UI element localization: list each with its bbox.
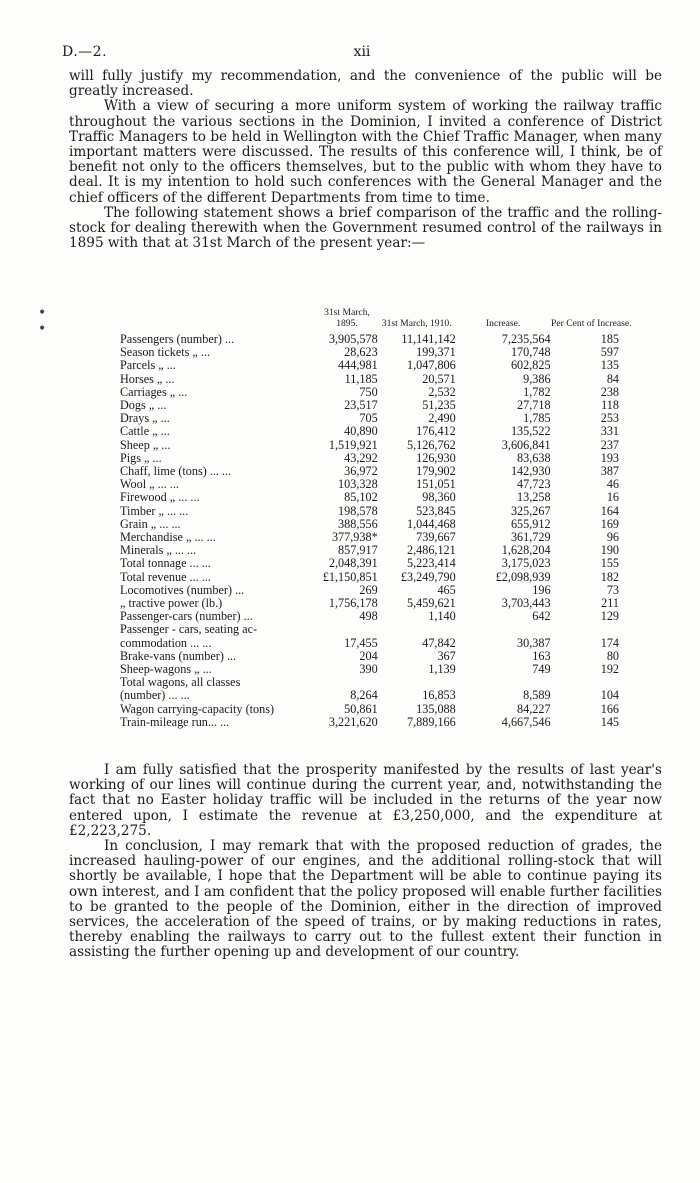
- value-1910: 2,486,121: [406, 543, 456, 558]
- value-increase: 749: [532, 662, 551, 677]
- value-1910: 1,044,468: [406, 516, 456, 531]
- value-1895: 498: [359, 609, 378, 624]
- value-increase: 13,258: [517, 490, 551, 505]
- value-increase: 163: [532, 648, 551, 663]
- value-increase: 1,782: [523, 384, 551, 399]
- label-header: [120, 308, 316, 333]
- value-1910: 179,902: [416, 464, 456, 479]
- row-label: Brake-vans (number) ...: [120, 649, 237, 663]
- row-label: Passenger - cars, seating ac-: [120, 623, 258, 637]
- value-increase: 325,267: [510, 503, 551, 518]
- value-percent: 211: [601, 596, 619, 611]
- paragraph: In conclusion, I may remark that with the proposed reduction of grades, the increased hauling-power of our engines, and the additional rolling-stock that will shortly be available, I hope that the Department will be able to continue paying its own interest, and I am confident that the policy proposed will enable further facilities to be granted to the people of the Dominion, either in the direction of improved services, the acceleration of the speed of trains, or by making reductions in rates, thereby enabling the railways to carry out to the fullest extent their function in assisting the further opening up and development of our country.: [69, 838, 662, 961]
- value-increase: 84,227: [517, 701, 551, 716]
- value-1895: 857,917: [338, 543, 378, 558]
- value-percent: 174: [600, 635, 619, 650]
- value-percent: 169: [600, 516, 619, 531]
- table-row: [120, 491, 632, 504]
- row-label: Total tonnage ... ...: [120, 557, 211, 571]
- value-increase: 27,718: [517, 398, 551, 413]
- value-percent: 331: [600, 424, 619, 439]
- value-1895: 444,981: [338, 358, 378, 373]
- value-1895: 85,102: [344, 490, 378, 505]
- value-increase: 361,729: [510, 530, 551, 545]
- value-1910: 98,360: [422, 490, 456, 505]
- row-label: Minerals „ ... ...: [120, 544, 197, 558]
- row-label: Dogs „ ...: [120, 399, 167, 413]
- value-1895: 103,328: [338, 477, 378, 492]
- value-1895: 2,048,391: [328, 556, 378, 571]
- value-increase: 602,825: [510, 358, 551, 373]
- row-label: Cattle „ ...: [120, 425, 170, 439]
- value-1910: 1,139: [428, 662, 456, 677]
- value-1910: 47,842: [422, 635, 456, 650]
- table-row: [120, 610, 632, 623]
- value-percent: 73: [606, 582, 619, 597]
- row-label: Parcels „ ...: [120, 359, 176, 373]
- table-row: [120, 557, 632, 570]
- value-1910: £3,249,790: [400, 569, 456, 584]
- value-1910: 523,845: [416, 503, 456, 518]
- value-1910: 135,088: [416, 701, 456, 716]
- table-row: [120, 571, 632, 584]
- table-row: [120, 716, 632, 729]
- value-1910: [378, 623, 456, 636]
- column-header: Increase.: [485, 317, 521, 329]
- value-percent: [551, 623, 632, 636]
- value-1910: 5,459,621: [406, 596, 456, 611]
- table-row: [120, 439, 632, 452]
- value-1895: 269: [359, 582, 378, 597]
- row-label: Merchandise „ ... ...: [120, 531, 216, 545]
- value-1895: 388,556: [338, 516, 378, 531]
- value-increase: 170,748: [510, 345, 551, 360]
- value-1895: 1,756,178: [328, 596, 378, 611]
- value-percent: 118: [601, 398, 619, 413]
- value-percent: 96: [606, 530, 619, 545]
- comparison-table: [120, 308, 632, 729]
- value-increase: 9,386: [523, 371, 551, 386]
- value-1910: 126,930: [416, 450, 456, 465]
- value-percent: 135: [600, 358, 619, 373]
- value-1895: 198,578: [338, 503, 378, 518]
- row-label: Pigs „ ...: [120, 451, 162, 465]
- value-increase: 1,785: [523, 411, 551, 426]
- row-label: Total wagons, all classes: [120, 676, 241, 690]
- intro-text: [69, 69, 662, 251]
- value-percent: 129: [600, 609, 619, 624]
- table-row: [120, 689, 632, 702]
- value-1895: 3,905,578: [328, 332, 378, 346]
- page-number: xii: [353, 44, 371, 60]
- value-1910: 11,141,142: [401, 332, 456, 346]
- value-percent: 238: [600, 384, 619, 399]
- value-1895: 750: [359, 384, 378, 399]
- value-1895: 705: [359, 411, 378, 426]
- table-row: [120, 505, 632, 518]
- value-1895: £1,150,851: [322, 569, 378, 584]
- value-1910: 739,667: [416, 530, 456, 545]
- value-1910: 176,412: [416, 424, 456, 439]
- value-increase: [456, 623, 551, 636]
- value-percent: 145: [600, 714, 619, 729]
- table-row: [120, 663, 632, 676]
- value-increase: 4,667,546: [501, 714, 551, 729]
- row-label: Chaff, lime (tons) ... ...: [120, 465, 232, 479]
- table-row: [120, 425, 632, 438]
- value-1910: 465: [437, 582, 456, 597]
- row-label: Season tickets „ ...: [120, 346, 211, 360]
- value-1895: 3,221,620: [328, 714, 378, 729]
- row-label: Locomotives (number) ...: [120, 583, 245, 597]
- paragraph: will fully justify my recommendation, and the convenience of the public will be greatly increased.: [69, 68, 662, 100]
- value-percent: 155: [600, 556, 619, 571]
- value-1895: 28,623: [344, 345, 378, 360]
- value-percent: 166: [600, 701, 619, 716]
- value-1910: 7,889,166: [406, 714, 456, 729]
- margin-mark: •: [38, 321, 47, 337]
- outro-text: [69, 763, 662, 961]
- value-percent: 104: [600, 688, 619, 703]
- row-label: Carriages „ ...: [120, 385, 188, 399]
- value-1895: 17,455: [344, 635, 378, 650]
- table-row: [120, 623, 632, 636]
- value-percent: 387: [600, 464, 619, 479]
- value-1895: 204: [359, 648, 378, 663]
- value-percent: 192: [600, 662, 619, 677]
- row-label: Total revenue ... ...: [120, 570, 211, 584]
- page-reference: D.—2.: [62, 44, 108, 60]
- value-1895: 40,890: [344, 424, 378, 439]
- row-label: (number) ... ...: [120, 689, 190, 703]
- value-percent: [551, 676, 632, 689]
- value-percent: 16: [606, 490, 619, 505]
- value-increase: 83,638: [517, 450, 551, 465]
- value-percent: 193: [600, 450, 619, 465]
- value-1910: 1,047,806: [406, 358, 456, 373]
- table-row: [120, 359, 632, 372]
- row-label: Passenger-cars (number) ...: [120, 610, 253, 624]
- row-label: Sheep „ ...: [120, 438, 171, 452]
- value-1910: 367: [437, 648, 456, 663]
- value-percent: 46: [606, 477, 619, 492]
- value-1910: 20,571: [422, 371, 456, 386]
- table-row: [120, 637, 632, 650]
- value-1895: [316, 623, 377, 636]
- value-increase: 8,589: [523, 688, 551, 703]
- value-1895: 50,861: [344, 701, 378, 716]
- value-percent: 84: [606, 371, 619, 386]
- row-label: Sheep-wagons „ ...: [120, 663, 212, 677]
- value-1895: 23,517: [344, 398, 378, 413]
- value-increase: 642: [532, 609, 551, 624]
- value-increase: 3,703,443: [501, 596, 551, 611]
- paragraph: The following statement shows a brief comparison of the traffic and the rolling-stock for dealing therewith when the Government resumed control of the railways in 1895 with that at 31st March of the present year:—: [69, 204, 662, 252]
- value-increase: 47,723: [517, 477, 551, 492]
- value-1895: 11,185: [344, 371, 378, 386]
- row-label: commodation ... ...: [120, 636, 212, 650]
- row-label: Grain „ ... ...: [120, 517, 181, 531]
- value-increase: 7,235,564: [501, 332, 551, 346]
- value-percent: 80: [606, 648, 619, 663]
- column-header: Per Cent of Increase.: [551, 317, 632, 329]
- value-increase: 196: [532, 582, 551, 597]
- value-1895: 8,264: [350, 688, 378, 703]
- value-percent: 185: [600, 332, 619, 346]
- paragraph: I am fully satisfied that the prosperity manifested by the results of last year's working of our lines will continue during the current year, and, notwithstanding the fact that no Easter holiday traffic will be included in the returns of the year now entered upon, I estimate the revenue at £3,250,000, and the expenditure at £2,223,275.: [69, 762, 662, 839]
- value-1910: 1,140: [428, 609, 456, 624]
- row-label: Timber „ ... ...: [120, 504, 189, 518]
- value-1895: 377,938*: [331, 530, 378, 545]
- column-header: 31st March, 1895.: [324, 307, 370, 329]
- value-1910: 151,051: [416, 477, 456, 492]
- value-percent: 253: [600, 411, 619, 426]
- value-1895: 1,519,921: [328, 437, 378, 452]
- value-increase: 3,175,023: [501, 556, 551, 571]
- table-row: [120, 703, 632, 716]
- table-body: [120, 333, 632, 729]
- page-header: [62, 44, 662, 64]
- value-1910: 2,490: [428, 411, 456, 426]
- value-1910: 199,371: [416, 345, 456, 360]
- value-1895: 43,292: [344, 450, 378, 465]
- value-increase: 135,522: [510, 424, 551, 439]
- row-label: Passengers (number) ...: [120, 333, 235, 346]
- row-label: „ tractive power (lb.): [120, 597, 223, 611]
- row-label: Wagon carrying-capacity (tons): [120, 702, 275, 716]
- column-header: 31st March, 1910.: [381, 317, 452, 329]
- margin-mark: •: [38, 305, 47, 321]
- row-label: Firewood „ ... ...: [120, 491, 200, 505]
- value-percent: 182: [600, 569, 619, 584]
- value-1895: 390: [359, 662, 378, 677]
- value-percent: 164: [600, 503, 619, 518]
- table-row: [120, 373, 632, 386]
- row-label: Drays „ ...: [120, 412, 170, 426]
- paragraph: With a view of securing a more uniform system of working the railway traffic throughout the various sections in the Dominion, I invited a conference of District Traffic Managers to be held in Wellington with the Chief Traffic Manager, when many important matters were discussed. The results of this conference will, I think, be of benefit not only to the officers themselves, but to the public with whom they have to deal. It is my intention to hold such conferences with the General Manager and the chief officers of the different Departments from time to time.: [69, 98, 662, 206]
- row-label: Wool „ ... ...: [120, 478, 179, 492]
- value-increase: 142,930: [510, 464, 551, 479]
- value-1910: 2,532: [428, 384, 456, 399]
- value-percent: 190: [600, 543, 619, 558]
- value-1910: 5,223,414: [406, 556, 456, 571]
- value-increase: 655,912: [510, 516, 551, 531]
- value-increase: 30,387: [517, 635, 551, 650]
- row-label: Horses „ ...: [120, 372, 175, 386]
- value-percent: 237: [600, 437, 619, 452]
- value-1895: 36,972: [344, 464, 378, 479]
- value-increase: £2,098,939: [495, 569, 551, 584]
- value-increase: 1,628,204: [501, 543, 551, 558]
- value-1910: 5,126,762: [406, 437, 456, 452]
- table-header-row: [120, 308, 632, 333]
- value-1910: 16,853: [422, 688, 456, 703]
- value-increase: 3,606,841: [501, 437, 551, 452]
- value-1910: 51,235: [422, 398, 456, 413]
- value-percent: 597: [600, 345, 619, 360]
- row-label: Train-mileage run... ...: [120, 715, 230, 729]
